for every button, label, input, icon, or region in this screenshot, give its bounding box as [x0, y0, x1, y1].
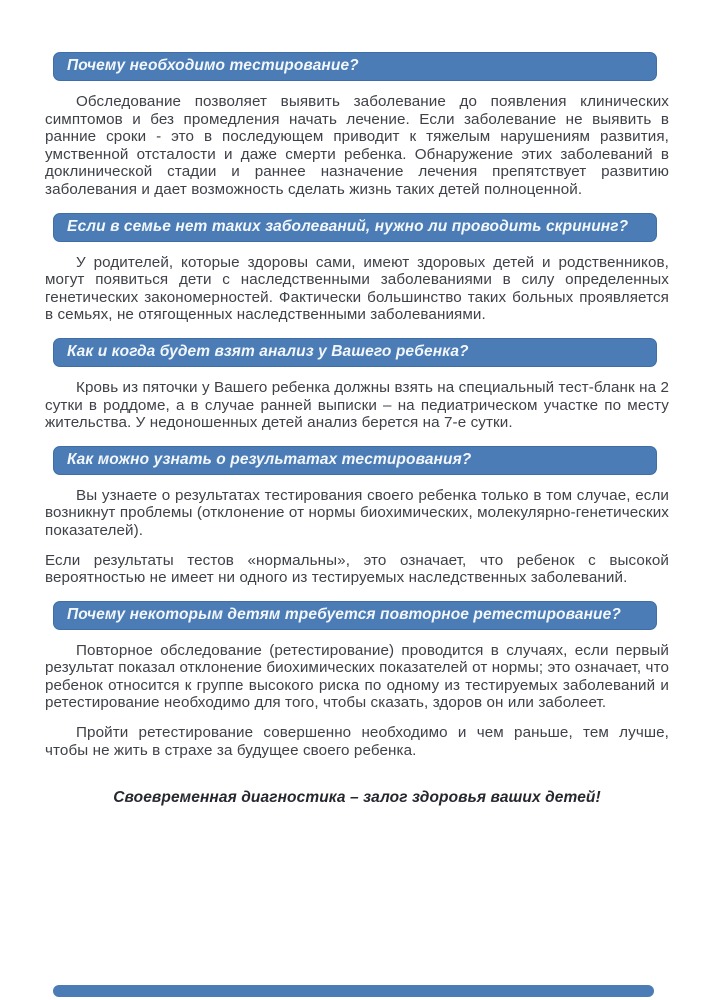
- section-heading-bar: [53, 338, 657, 367]
- section-heading-bar: [53, 446, 657, 475]
- paragraph: Пройти ретестирование совершенно необходимо и чем раньше, тем лучше, чтобы не жить в страхе за будущее своего ребенка.: [45, 724, 669, 759]
- section-heading: Почему некоторым детям требуется повторное ретестирование?: [67, 605, 621, 623]
- section-heading-bar: [53, 213, 657, 242]
- page-content: [45, 52, 669, 807]
- paragraph: Обследование позволяет выявить заболевание до появления клинических симптомов и без промедления начать лечение. Если заболевание не выявить в ранние сроки - это в последующем приводит к тяжелым нарушениям развития, умственной отсталости и даже смерти ребенка. Обнаружение этих заболеваний в доклинической стадии и раннее назначение лечения препятствует развитию заболевания и дает возможность сделать жизнь таких детей полноценной.: [45, 93, 669, 198]
- paragraph: Кровь из пяточки у Вашего ребенка должны взять на специальный тест-бланк на 2 сутки в роддоме, а в случае ранней выписки – на педиатрическом участке по месту жительства. У недоношенных детей анализ берется на 7-е сутки.: [45, 378, 669, 432]
- section-retesting: [45, 601, 669, 760]
- paragraph: Повторное обследование (ретестирование) проводится в случаях, если первый результат показал отклонение биохимических показателей от нормы; это означает, что ребенок относится к группе высокого риска по одному из тестируемых заболеваний и ретестирование необходимо для того, чтобы сказать, здоров он или заболеет.: [45, 641, 669, 712]
- section-heading-bar: [53, 601, 657, 630]
- section-heading: Если в семье нет таких заболеваний, нужно ли проводить скрининг?: [67, 217, 629, 235]
- paragraph: Вы узнаете о результатах тестирования своего ребенка только в том случае, если возникнут проблемы (отклонение от нормы биохимических, молекулярно-генетических показателей).: [45, 486, 669, 539]
- section-why-testing: [45, 52, 669, 199]
- section-results-info: [45, 446, 669, 587]
- bottom-partial-heading-bar: [53, 985, 654, 997]
- section-heading: Как можно узнать о результатах тестирования?: [67, 450, 472, 468]
- paragraph: Если результаты тестов «нормальны», это означает, что ребенок с высокой вероятностью не имеет ни одного из тестируемых наследственных заболеваний.: [45, 551, 669, 587]
- section-how-when-sample: [45, 338, 669, 432]
- section-heading-bar: [53, 52, 657, 81]
- slogan-text: Своевременная диагностика – залог здоровья ваших детей!: [113, 789, 601, 807]
- section-heading: Почему необходимо тестирование?: [67, 57, 359, 74]
- section-heading: Как и когда будет взят анализ у Вашего ребенка?: [67, 342, 469, 360]
- paragraph: У родителей, которые здоровы сами, имеют здоровых детей и родственников, могут появиться дети с наследственными заболеваниями в силу определенных генетических закономерностей. Фактически большинство таких больных проявляется в семьях, не отягощенных наследственными заболеваниями.: [45, 253, 669, 324]
- section-family-no-disease: [45, 213, 669, 324]
